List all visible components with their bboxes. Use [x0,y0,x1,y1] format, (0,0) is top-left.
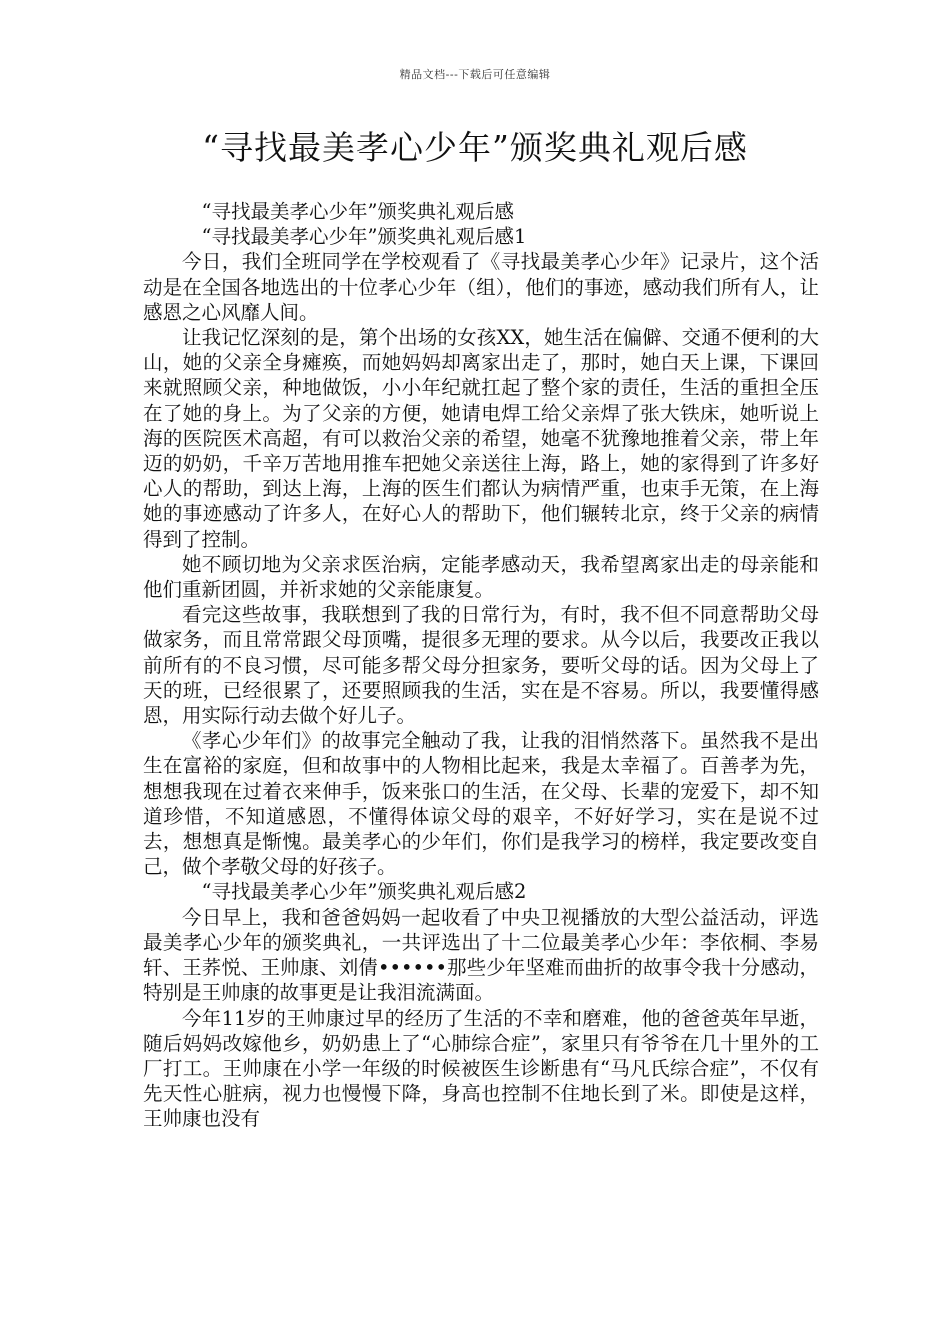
document-body [143,199,819,1132]
paragraph: 让我记忆深刻的是，第个出场的女孩XX，她生活在偏僻、交通不便利的大山，她的父亲全身瘫痪，而她妈妈却离家出走了，那时，她白天上课，下课回来就照顾父亲，种地做饭，小小年纪就扛起了整个家的责任，生活的重担全压在了她的身上。为了父亲的方便，她请电焊工给父亲焊了张大铁床，她听说上海的医院医术高超，有可以救治父亲的希望，她毫不犹豫地推着父亲，带上年迈的奶奶，千辛万苦地用推车把她父亲送往上海，路上，她的家得到了许多好心人的帮助，到达上海，上海的医生们都认为病情严重，也束手无策，在上海她的事迹感动了许多人，在好心人的帮助下，他们辗转北京，终于父亲的病情得到了控制。 [143,326,819,551]
paragraph: 看完这些故事，我联想到了我的日常行为，有时，我不但不同意帮助父母做家务，而且常常跟父母顶嘴，提很多无理的要求。从今以后，我要改正我以前所有的不良习惯，尽可能多帮父母分担家务，要听父母的话。因为父母上了天的班，已经很累了，还要照顾我的生活，实在是不容易。所以，我要懂得感恩，用实际行动去做个好儿子。 [143,603,819,728]
paragraph: 今日早上，我和爸爸妈妈一起收看了中央卫视播放的大型公益活动，评选最美孝心少年的颁奖典礼，一共评选出了十二位最美孝心少年：李依桐、李易轩、王荞悦、王帅康、刘倩••••••那些少年坚难而曲折的故事令我十分感动，特别是王帅康的故事更是让我泪流满面。 [143,905,819,1005]
paragraph: 她不顾切地为父亲求医治病，定能孝感动天，我希望离家出走的母亲能和他们重新团圆，并祈求她的父亲能康复。 [143,552,819,602]
paragraph: 《孝心少年们》的故事完全触动了我，让我的泪悄然落下。虽然我不是出生在富裕的家庭，但和故事中的人物相比起来，我是太幸福了。百善孝为先，想想我现在过着衣来伸手，饭来张口的生活，在父母、长辈的宠爱下，却不知道珍惜，不知道感恩，不懂得体谅父母的艰辛，不好好学习，实在是说不过去，想想真是惭愧。最美孝心的少年们，你们是我学习的榜样，我定要改变自己，做个孝敬父母的好孩子。 [143,729,819,879]
section-heading-1: “寻找最美孝心少年”颁奖典礼观后感1 [201,225,527,249]
document-title: “寻找最美孝心少年”颁奖典礼观后感 [202,128,748,167]
section-heading-2: “寻找最美孝心少年”颁奖典礼观后感2 [201,880,527,904]
paragraph: 今日，我们全班同学在学校观看了《寻找最美孝心少年》记录片，这个活动是在全国各地选出的十位孝心少年（组），他们的事迹，感动我们所有人，让感恩之心风靡人间。 [143,250,819,324]
subtitle-line: “寻找最美孝心少年”颁奖典礼观后感 [201,200,514,223]
paragraph: 今年11岁的王帅康过早的经历了生活的不幸和磨难，他的爸爸英年早逝，随后妈妈改嫁他乡，奶奶患上了“心肺综合症”，家里只有爷爷在几十里外的工厂打工。王帅康在小学一年级的时候被医生诊断患有“马凡氏综合症”，不仅有先天性心脏病，视力也慢慢下降，身高也控制不住地长到了米。即使是这样，王帅康也没有 [143,1006,819,1131]
header-note: 精品文档---下载后可任意编辑 [399,68,551,81]
